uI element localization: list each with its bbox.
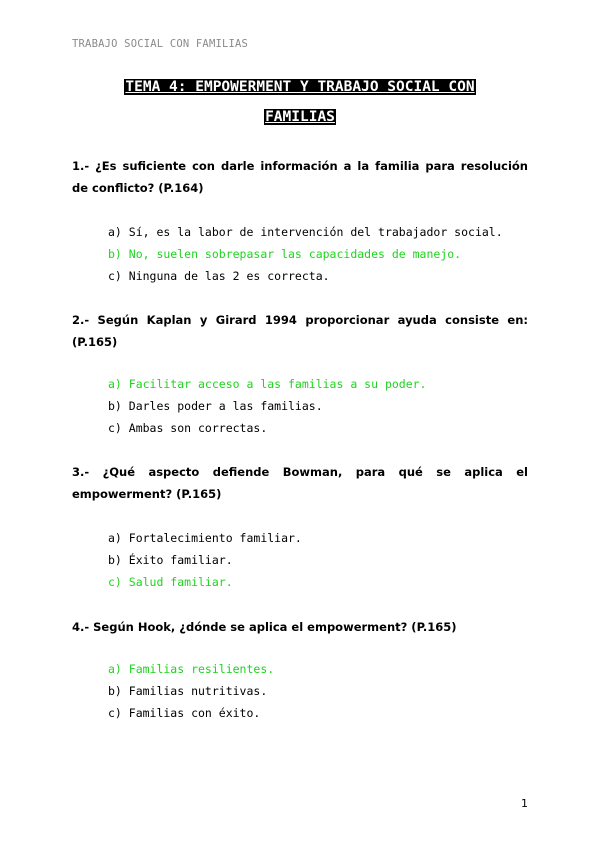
question-3: 3.- ¿Qué aspecto defiende Bowman, para qué se aplica el empowerment? (P.165) <box>72 465 528 501</box>
running-header: TRABAJO SOCIAL CON FAMILIAS <box>72 38 249 50</box>
question-4-option-c: c) Familias con éxito. <box>108 706 261 720</box>
question-1-option-b-correct: b) No, suelen sobrepasar las capacidades de manejo. <box>108 247 462 261</box>
question-4: 4.- Según Hook, ¿dónde se aplica el empowerment? (P.165) <box>72 620 457 634</box>
question-3-option-c-correct: c) Salud familiar. <box>108 575 233 589</box>
page-number: 1 <box>521 797 528 810</box>
question-4-options <box>108 658 274 724</box>
question-4-option-a-correct: a) Familias resilientes. <box>108 662 275 676</box>
question-1-option-a: a) Sí, es la labor de intervención del trabajador social. <box>108 225 503 239</box>
question-3-options <box>108 527 302 593</box>
question-1-options <box>108 221 503 287</box>
question-2-option-a-correct: a) Facilitar acceso a las familias a su poder. <box>108 377 427 391</box>
question-1: 1.- ¿Es suficiente con darle información a la familia para resolución de conflicto? (P.164) <box>72 159 528 195</box>
page-title-line-1: TEMA 4: EMPOWERMENT Y TRABAJO SOCIAL CON <box>125 79 475 95</box>
page-title <box>72 72 528 132</box>
question-1-option-c: c) Ninguna de las 2 es correcta. <box>108 269 330 283</box>
question-4-option-b: b) Familias nutritivas. <box>108 684 268 698</box>
question-3-option-a: a) Fortalecimiento familiar. <box>108 531 302 545</box>
page-title-line-2: FAMILIAS <box>265 109 335 125</box>
question-2: 2.- Según Kaplan y Girard 1994 proporcionar ayuda consiste en: (P.165) <box>72 313 528 349</box>
question-2-option-c: c) Ambas son correctas. <box>108 421 268 435</box>
question-2-options <box>108 373 427 439</box>
question-2-option-b: b) Darles poder a las familias. <box>108 399 323 413</box>
question-3-option-b: b) Éxito familiar. <box>108 553 233 567</box>
